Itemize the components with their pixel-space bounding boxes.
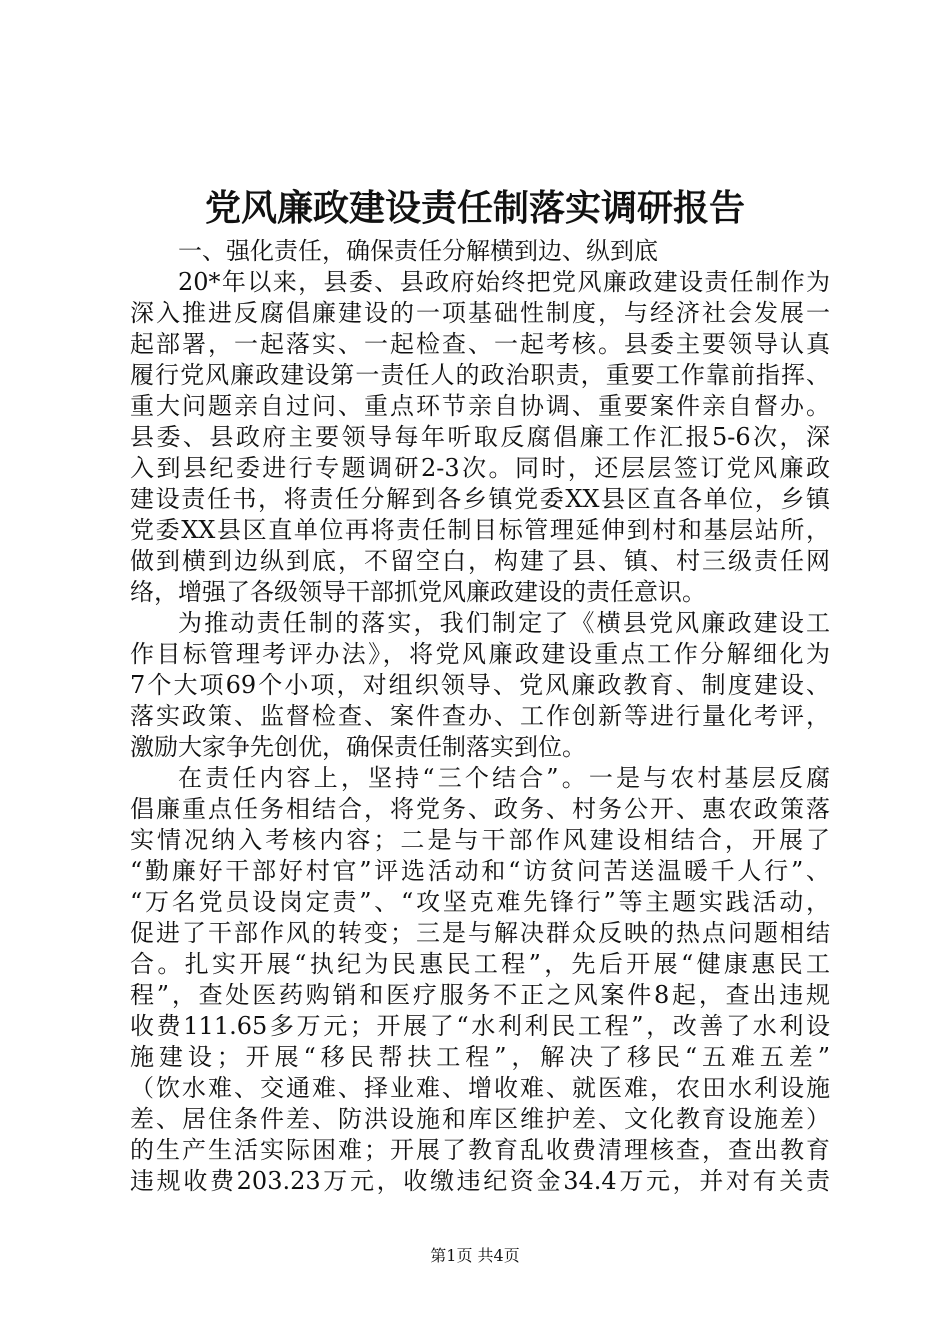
text-line: “勤廉好干部好村官”评选活动和“访贫问苦送温暖千人行”、 — [130, 857, 830, 885]
document-body — [130, 236, 830, 1197]
text-line: 激励大家争先创优，确保责任制落实到位。 — [130, 733, 586, 761]
text-line: 倡廉重点任务相结合，将党务、政务、村务公开、惠农政策落 — [130, 795, 830, 823]
text-line: 违规收费203.23万元，收缴违纪资金34.4万元，并对有关责 — [130, 1167, 830, 1195]
text-line: 促进了干部作风的转变；三是与解决群众反映的热点问题相结 — [130, 919, 830, 947]
text-line: 县委、县政府主要领导每年听取反腐倡廉工作汇报5-6次，深 — [130, 423, 830, 451]
text-line: 20*年以来，县委、县政府始终把党风廉政建设责任制作为 — [178, 268, 830, 296]
text-line: 落实政策、监督检查、案件查办、工作创新等进行量化考评， — [130, 702, 830, 730]
text-line: 重大问题亲自过问、重点环节亲自协调、重要案件亲自督办。 — [130, 392, 830, 420]
text-line: 合。扎实开展“执纪为民惠民工程”，先后开展“健康惠民工 — [130, 950, 830, 978]
text-line: 做到横到边纵到底，不留空白，构建了县、镇、村三级责任网 — [130, 547, 830, 575]
text-line: 在责任内容上，坚持“三个结合”。一是与农村基层反腐 — [178, 764, 830, 792]
text-line: 作目标管理考评办法》，将党风廉政建设重点工作分解细化为 — [130, 640, 830, 668]
text-line: 差、居住条件差、防洪设施和库区维护差、文化教育设施差） — [130, 1105, 830, 1133]
text-line: 起部署，一起落实、一起检查、一起考核。县委主要领导认真 — [130, 330, 830, 358]
text-line: （饮水难、交通难、择业难、增收难、就医难，农田水利设施 — [130, 1074, 830, 1102]
page-number: 第1页 共4页 — [430, 1246, 520, 1265]
text-line: 施建设；开展“移民帮扶工程”，解决了移民“五难五差” — [130, 1043, 830, 1071]
text-line: 党委XX县区直单位再将责任制目标管理延伸到村和基层站所， — [130, 516, 830, 544]
text-line: 7个大项69个小项，对组织领导、党风廉政教育、制度建设、 — [130, 671, 830, 699]
text-line: 建设责任书，将责任分解到各乡镇党委XX县区直各单位，乡镇 — [130, 485, 830, 513]
text-line: 收费111.65多万元；开展了“水利利民工程”，改善了水利设 — [130, 1012, 830, 1040]
text-line: 实情况纳入考核内容；二是与干部作风建设相结合，开展了 — [130, 826, 830, 854]
text-line: 络，增强了各级领导干部抓党风廉政建设的责任意识。 — [130, 578, 706, 606]
text-line: 履行党风廉政建设第一责任人的政治职责，重要工作靠前指挥、 — [130, 361, 830, 389]
text-line: 入到县纪委进行专题调研2-3次。同时，还层层签订党风廉政 — [130, 454, 830, 482]
document-title: 党风廉政建设责任制落实调研报告 — [204, 187, 745, 229]
text-line: 深入推进反腐倡廉建设的一项基础性制度，与经济社会发展一 — [130, 299, 830, 327]
text-line: 的生产生活实际困难；开展了教育乱收费清理核查，查出教育 — [130, 1136, 830, 1164]
text-line: “万名党员设岗定责”、“攻坚克难先锋行”等主题实践活动， — [130, 888, 830, 916]
text-line: 程”，查处医药购销和医疗服务不正之风案件8起，查出违规 — [130, 981, 830, 1009]
section-heading: 一、强化责任，确保责任分解横到边、纵到底 — [178, 237, 658, 265]
text-line: 为推动责任制的落实，我们制定了《横县党风廉政建设工 — [178, 609, 830, 637]
